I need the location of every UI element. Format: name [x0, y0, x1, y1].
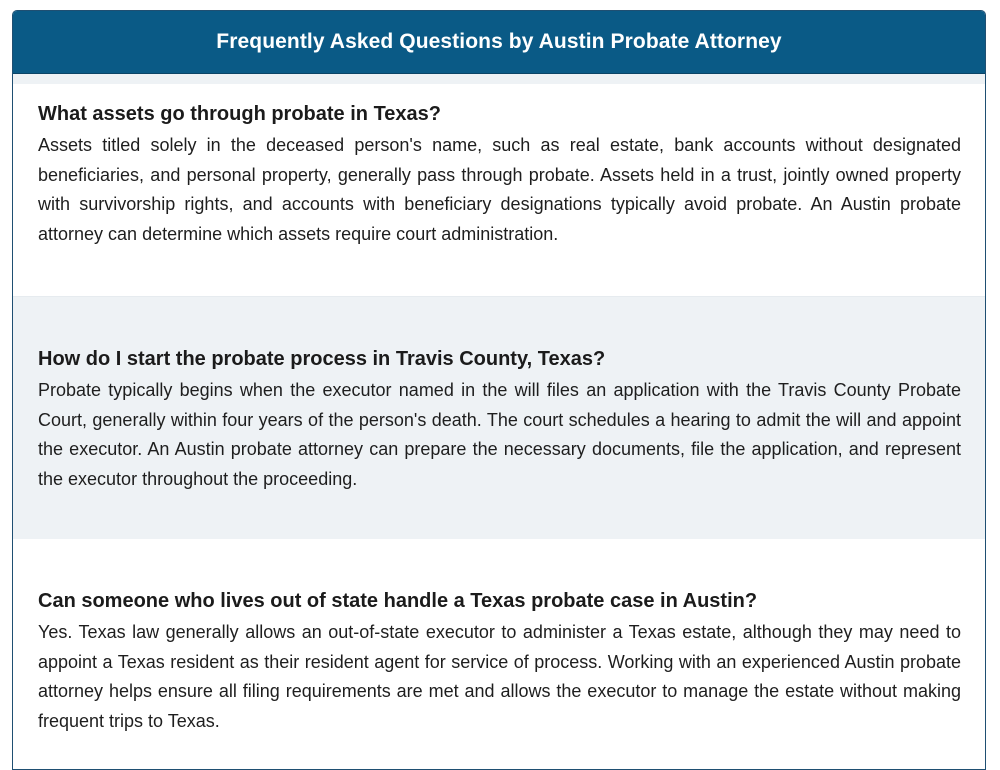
faq-panel: [12, 10, 986, 770]
faq-question: What assets go through probate in Texas?: [38, 103, 442, 125]
faq-question: Can someone who lives out of state handle a Texas probate case in Austin?: [38, 590, 758, 612]
faq-item: [13, 296, 985, 539]
faq-question: How do I start the probate process in Travis County, Texas?: [38, 348, 606, 370]
faq-answer: Yes. Texas law generally allows an out-of-state executor to administer a Texas estate, although they may need to appoint a Texas resident as their resident agent for service of process. Working with an experienced Austin probate attorney helps ensure all filing requirements are met and allows the executor to manage the estate without making frequent trips to Texas.: [38, 622, 961, 732]
faq-answer: Probate typically begins when the executor named in the will files an application with the Travis County Probate Court, generally within four years of the person's death. The court schedules a hearing to admit the will and appoint the executor. An Austin probate attorney can prepare the necessary documents, file the application, and represent the executor throughout the proceeding.: [38, 380, 961, 490]
faq-title: Frequently Asked Questions by Austin Probate Attorney: [216, 30, 782, 53]
faq-answer: Assets titled solely in the deceased person's name, such as real estate, bank accounts without designated beneficiaries, and personal property, generally pass through probate. Assets held in a trust, jointly owned property with survivorship rights, and accounts with beneficiary designations typically avoid probate. An Austin probate attorney can determine which assets require court administration.: [38, 135, 961, 245]
faq-item: [13, 539, 985, 770]
faq-header: [13, 11, 985, 74]
faq-item: [13, 74, 985, 296]
